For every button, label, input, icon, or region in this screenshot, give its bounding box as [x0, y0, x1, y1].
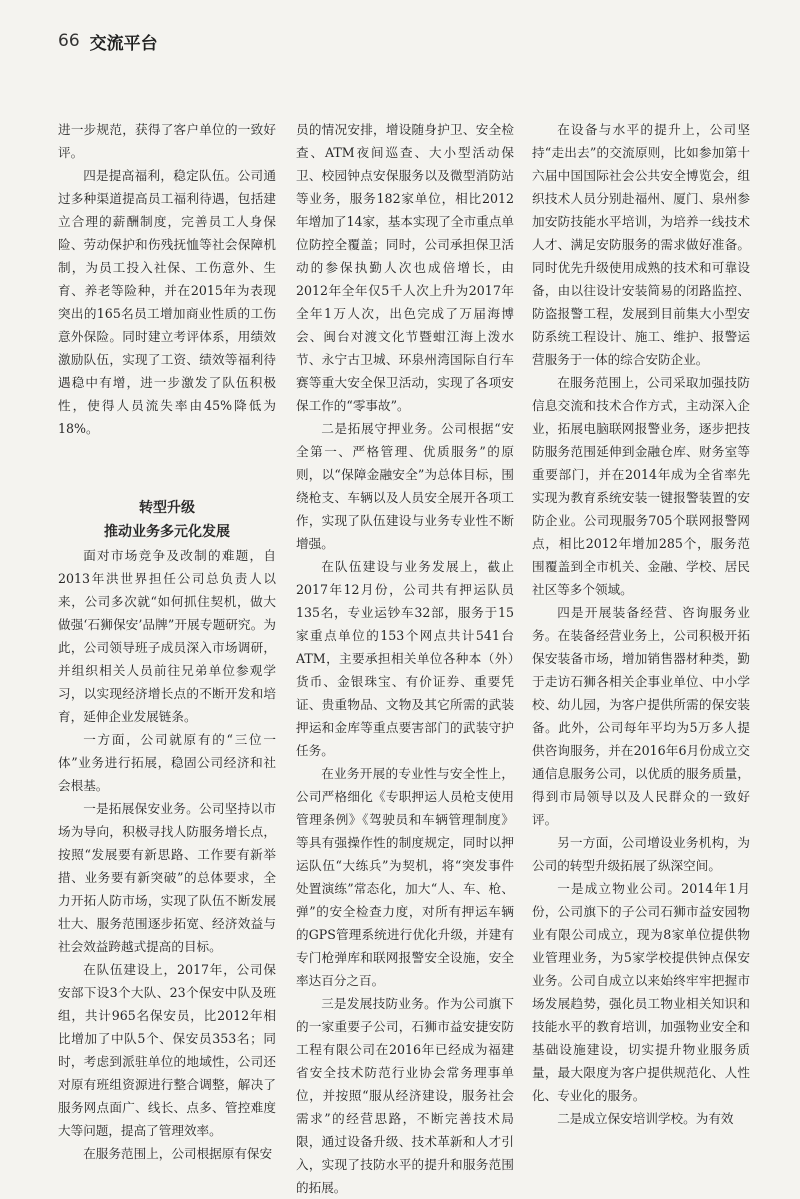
paragraph: 一是拓展保安业务。公司坚持以市场为导向，积极寻找人防服务增长点，按照“发展要有新思路、工作要有新举措、业务要有新突破”的总体要求，全力开拓人防市场，实现了队伍不断发展壮大、服务范围逐步拓宽、经济效益与社会效益跨越式提高的目标。 [58, 801, 276, 954]
paragraph: 三是发展技防业务。作为公司旗下的一家重要子公司，石狮市益安捷安防工程有限公司在2016年已经成为福建省安全技术防范行业协会常务理事单位，并按照“服从经济建设，服务社会需求”的经营思路，不断完善技术局限，通过设备升级、技术革新和人才引入，实现了技防水平的提升和服务范围的拓展。 [296, 996, 514, 1195]
subheading-line-1: 转型升级 [139, 500, 195, 516]
paragraph: 在设备与水平的提升上，公司坚持“走出去”的交流原则，比如参加第十六届中国国际社会公共安全博览会，组织技术人员分别赴福州、厦门、泉州参加安防技能水平培训，为培养一线技术人才、满足安防服务的需求做好准备。同时优先升级使用成熟的技术和可靠设备，由以往设计安装简易的闭路监控、防盗报警工程，发展到目前集大小型安防系统工程设计、施工、维护、报警运营服务于一体的综合安防企业。 [532, 122, 750, 367]
subheading-line-2: 推动业务多元化发展 [104, 524, 230, 540]
paragraph: 在队伍建设上，2017年，公司保安部下设3个大队、23个保安中队及班组，共计965名保安员，比2012年相比增加了中队5个、保安员353名；同时，考虑到派驻单位的地域性，公司还对原有班组资源进行整合调整，解决了服务网点面广、线长、点多、管控难度大等问题，提高了管理效率。 [58, 962, 276, 1138]
page-number: 66 [58, 31, 80, 51]
paragraph: 在服务范围上，公司采取加强技防信息交流和技术合作方式，主动深入企业，拓展电脑联网报警业务，逐步把技防服务范围延伸到金融仓库、财务室等重要部门，并在2014年成为全省率先实现为教育系统安装一键报警装置的安防企业。公司现服务705个联网报警网点，相比2012年增加285个，服务范围覆盖到全市机关、金融、学校、居民社区等多个领域。 [532, 375, 750, 597]
paragraph: 在队伍建设与业务发展上，截止2017年12月份，公司共有押运队员135名，专业运钞车32部，服务于15家重点单位的153个网点共计541台ATM，主要承担相关单位各种本（外）货币、金银珠宝、有价证券、重要凭证、贵重物品、文物及其它所需的武装押运和金库等重点要害部门的武装守护任务。 [296, 559, 514, 758]
paragraph: 在业务开展的专业性与安全性上，公司严格细化《专职押运人员枪支使用管理条例》《驾驶员和车辆管理制度》等具有强操作性的制度规定，同时以押运队伍“大练兵”为契机，将“突发事件处置演练”常态化，加大“人、车、枪、弹”的安全检查力度，对所有押运车辆的GPS管理系统进行优化升级，并建有专门枪弹库和联网报警安全设施，安全率达百分之百。 [296, 766, 514, 988]
spacer [58, 440, 276, 496]
paragraph: 员的情况安排，增设随身护卫、安全检查、ATM夜间巡查、大小型活动保卫、校园钟点安保服务以及微型消防站等业务，服务182家单位，相比2012年增加了14家，基本实现了全市重点单位防控全覆盖；同时，公司承担保卫活动的参保执勤人次也成倍增长，由2012年全年仅5千人次上升为2017年全年1万人次，出色完成了万届海博会、闽台对渡文化节暨蚶江海上泼水节、永宁古卫城、环泉州湾国际自行车赛等重大安全保卫活动，实现了各项安保工作的“零事故”。 [296, 122, 514, 413]
paragraph: 四是提高福利，稳定队伍。公司通过多种渠道提高员工福利待遇，包括建立合理的薪酬制度，完善员工人身保险、劳动保护和伤残抚恤等社会保障机制，为员工投入社保、工伤意外、生育、养老等险种，并在2015年为表现突出的165名员工增加商业性质的工伤意外保险。同时建立考评体系，用绩效激励队伍，实现了工资、绩效等福利待遇稳中有增，进一步激发了队伍积极性，使得人员流失率由45%降低为18%。 [58, 168, 276, 436]
text-column-2 [296, 118, 514, 1195]
text-column-3 [532, 118, 750, 1126]
paragraph: 面对市场竞争及改制的难题，自2013年洪世界担任公司总负责人以来，公司多次就“如何抓住契机，做大做强‘石狮保安’品牌”开展专题研究。为此，公司领导班子成员深入市场调研，并组织相关人员前往兄弟单位参观学习，以实现经济增长点的不断开发和培育，延伸企业发展链条。 [58, 548, 276, 724]
paragraph: 在服务范围上，公司根据原有保安 [83, 1146, 273, 1161]
paragraph: 二是拓展守押业务。公司根据“安全第一、严格管理、优质服务”的原则，以“保障金融安全”为总体目标，围绕枪支、车辆以及人员安全展开各项工作，实现了队伍建设与业务专业性不断增强。 [296, 421, 514, 551]
paragraph: 另一方面，公司增设业务机构，为公司的转型升级拓展了纵深空间。 [532, 835, 750, 873]
text-column-1 [58, 118, 276, 1161]
page-header [58, 28, 158, 54]
paragraph: 一是成立物业公司。2014年1月份，公司旗下的子公司石狮市益安园物业有限公司成立，现为8家单位提供物业管理业务，为5家学校提供钟点保安业务。公司自成立以来始终牢牢把握市场发展趋势，强化员工物业相关知识和技能水平的教育培训，加强物业安全和基础设施建设，切实提升物业服务质量，最大限度为客户提供规范化、人性化、专业化的服务。 [532, 881, 750, 1103]
paragraph: 四是开展装备经营、咨询服务业务。在装备经营业务上，公司积极开拓保安装备市场，增加销售器材种类，勤于走访石狮各相关企事业单位、中小学校、幼儿园，为客户提供所需的保安装备。此外，公司每年平均为5万多人提供咨询服务，并在2016年6月份成立交通信息服务公司，以优质的服务质量，得到市局领导以及人民群众的一致好评。 [532, 605, 750, 827]
section-title: 交流平台 [89, 33, 158, 54]
paragraph: 进一步规范，获得了客户单位的一致好评。 [58, 122, 276, 160]
paragraph: 二是成立保安培训学校。为有效 [557, 1111, 734, 1126]
paragraph: 一方面，公司就原有的“三位一体”业务进行拓展，稳固公司经济和社会根基。 [58, 732, 276, 793]
